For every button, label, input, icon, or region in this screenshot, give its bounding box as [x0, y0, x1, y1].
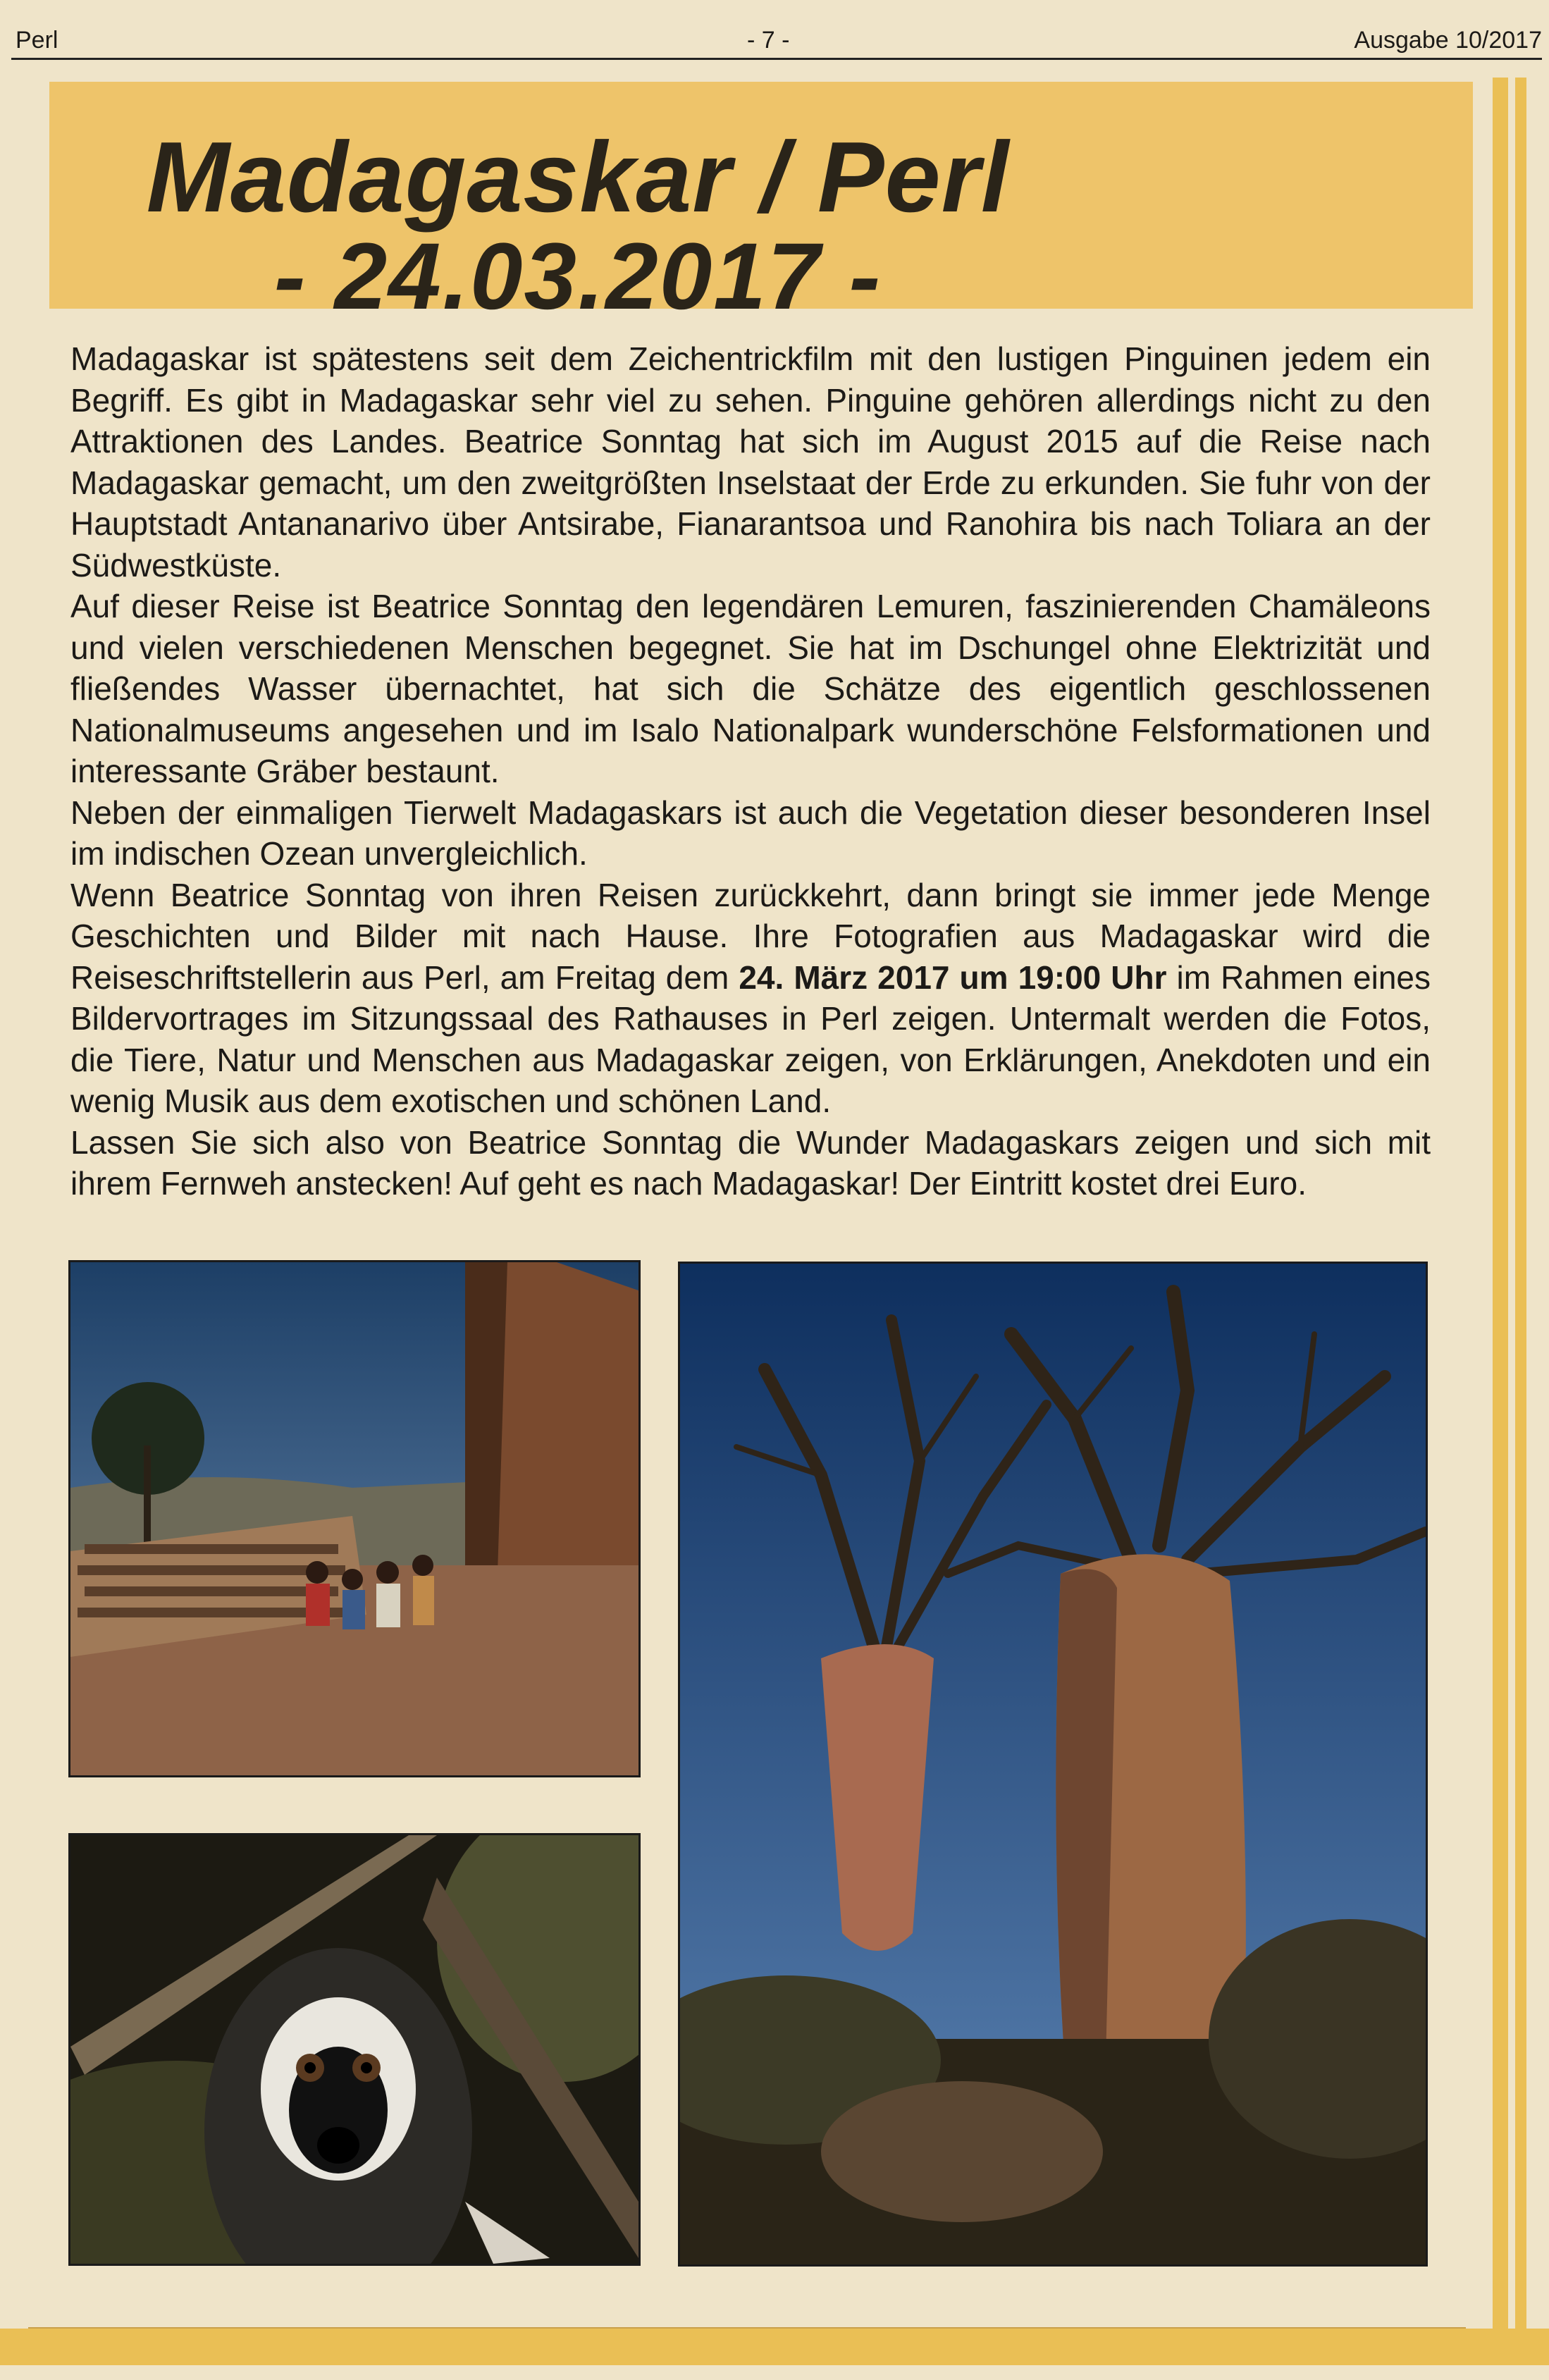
- right-color-strip: [1493, 78, 1508, 2333]
- paragraph-5: Lassen Sie sich also von Beatrice Sonntag die Wunder Madagaskars zeigen und sich mit ihrem Fernweh anstecken! Auf geht es nach Madagaskar! Der Eintritt kostet drei Euro.: [70, 1123, 1431, 1202]
- event-date: - 24.03.2017 -: [273, 224, 882, 329]
- paragraph-3: Neben der einmaligen Tierwelt Madagaskars ist auch die Vegetation dieser besonderen Insel im indischen Ozean unvergleichlich.: [70, 794, 1431, 872]
- issue-number: Ausgabe 10/2017: [1354, 27, 1542, 54]
- article-body: [70, 338, 1431, 1204]
- header-rule: [11, 58, 1542, 60]
- bottom-color-bar: [0, 2329, 1549, 2365]
- page-number: - 7 -: [747, 27, 790, 54]
- right-color-strip-2: [1515, 78, 1526, 2333]
- paragraph-4: Wenn Beatrice Sonntag von ihren Reisen zurückkehrt, dann bringt sie immer jede Menge Geschichten und Bilder mit nach Hause. Ihre Fotografien aus Madagaskar wird die Reiseschriftstellerin aus Perl, am Freitag dem 24. März 2017 um 19:00 Uhr im Rahmen eines Bildervortrages im Sitzungssaal des Rathauses in Perl zeigen. Untermalt werden die Fotos, die Tiere, Natur und Menschen aus Madagaskar zeigen, von Erklärungen, Anekdoten und ein wenig Musik aus dem exotischen und schönen Land.: [70, 876, 1431, 1119]
- header-location: Perl: [16, 27, 58, 54]
- article-title: Madagaskar / Perl: [146, 121, 1010, 233]
- photo-lemur: [68, 1833, 641, 2266]
- photo-village-children: [68, 1260, 641, 1777]
- paragraph-2: Auf dieser Reise ist Beatrice Sonntag den legendären Lemuren, faszinierenden Chamäleons und vielen verschiedenen Menschen begegnet. Sie hat im Dschungel ohne Elektrizität und fließendes Wasser übernachtet, hat sich die Schätze des eigentlich geschlossenen Nationalmuseums angesehen und im Isalo Nationalpark wunderschöne Felsformationen und interessante Gräber bestaunt.: [70, 588, 1431, 789]
- event-datetime: 24. März 2017 um 19:00 Uhr: [739, 958, 1167, 996]
- photo-baobab-trees: [678, 1262, 1428, 2267]
- page-header: [0, 0, 1549, 59]
- paragraph-1: Madagaskar ist spätestens seit dem Zeichentrickfilm mit den lustigen Pinguinen jedem ein Begriff. Es gibt in Madagaskar sehr viel zu sehen. Pinguine gehören allerdings nicht zu den Attraktionen des Landes. Beatrice Sonntag hat sich im August 2015 auf die Reise nach Madagaskar gemacht, um den zweitgrößten Inselstaat der Erde zu erkunden. Sie fuhr von der Hauptstadt Antananarivo über Antsirabe, Fianarantsoa und Ranohira bis nach Toliara an der Südwestküste.: [70, 340, 1431, 584]
- title-banner: [49, 82, 1473, 329]
